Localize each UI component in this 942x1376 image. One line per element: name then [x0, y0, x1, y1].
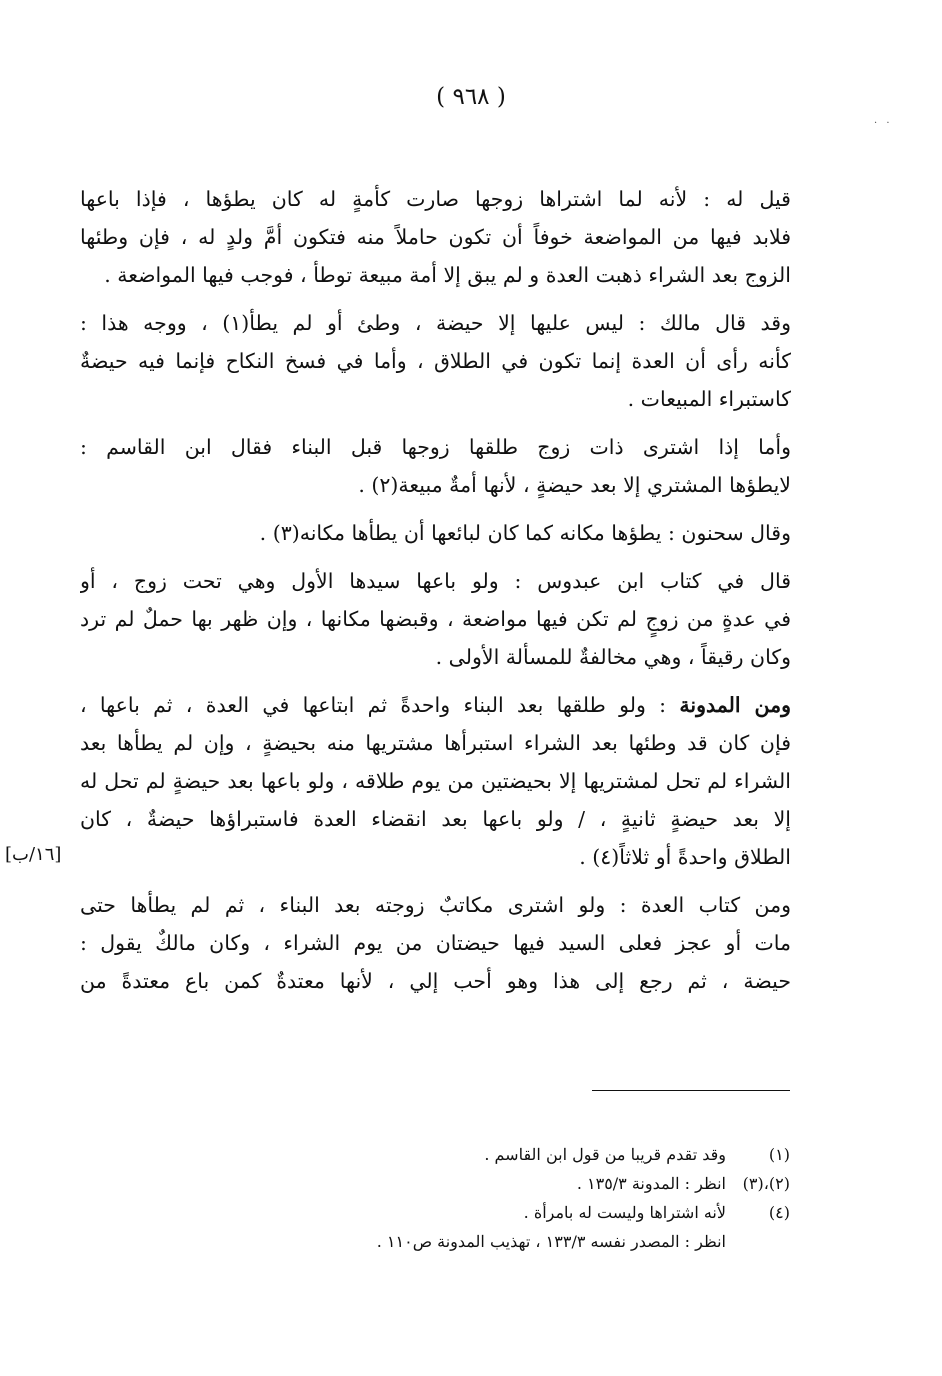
text-line: الطلاق واحدةً أو ثلاثاً(٤) .	[579, 845, 791, 869]
text-line-rest: : ولو طلقها بعد البناء واحدةً ثم ابتاعها في العدة ، ثم باعها ،	[80, 693, 680, 717]
footnote-separator	[592, 1090, 790, 1091]
bold-term: ومن المدونة	[679, 693, 791, 717]
footnote-text: انظر : المدونة ١٣٥/٣ .	[576, 1174, 726, 1193]
text-line: ومن كتاب العدة : ولو اشترى مكاتبٌ زوجته بعد البناء ، ثم لم يطأها حتى	[80, 893, 791, 917]
text-line: مات أو عجز فعلى السيد فيها حيضتان من يوم الشراء ، وكان مالكٌ يقول :	[80, 931, 791, 955]
footnote	[280, 1140, 790, 1169]
footnote-text: لأنه اشتراها وليست له بامرأة .	[523, 1203, 726, 1222]
text-line: قيل له : لأنه لما اشتراها زوجها صارت كأمةٍ له كان يطؤها ، فإذا باعها	[80, 187, 791, 211]
footnote	[280, 1198, 790, 1227]
footnote	[280, 1227, 790, 1256]
footnote-number: (٤)	[768, 1203, 790, 1222]
text-line: الزوج بعد الشراء ذهبت العدة و لم يبق إلا أمة مبيعة توطأ ، فوجب فيها المواضعة .	[104, 263, 791, 287]
text-line: كاستبراء المبيعات .	[627, 387, 791, 411]
text-line: وأما إذا اشترى ذات زوج طلقها زوجها قبل البناء فقال ابن القاسم :	[80, 435, 791, 459]
footnote-text: انظر : المصدر نفسه ١٣٣/٣ ، تهذيب المدونة ص١١٠ .	[376, 1232, 726, 1251]
text-line: إلا بعد حيضةٍ ثانيةٍ ، / ولو باعها بعد انقضاء العدة فاستبراؤها حيضةٌ ، كان	[80, 807, 791, 831]
page-number: ( ٩٦٨ )	[436, 84, 506, 110]
footnotes	[280, 1140, 790, 1256]
text-line	[80, 686, 791, 724]
text-line: فإن كان قد وطئها بعد الشراء استبرأها مشتريها منه بحيضةٍ ، وإن لم يطأها بعد	[80, 731, 791, 755]
margin-folio-reference: [١٦/ب]	[5, 844, 62, 865]
main-text	[80, 180, 791, 1000]
text-line: لايطؤها المشتري إلا بعد حيضةٍ ، لأنها أمةٌ مبيعة(٢) .	[358, 473, 791, 497]
footnote	[280, 1169, 790, 1198]
text-line: كأنه رأى أن العدة إنما تكون في الطلاق ، وأما في فسخ النكاح فإنما فيه حيضةٌ	[80, 349, 791, 373]
footnote-text: وقد تقدم قريبا من قول ابن القاسم .	[484, 1145, 726, 1164]
text-line: قال في كتاب ابن عبدوس : ولو باعها سيدها الأول وهي تحت زوج ، أو	[80, 569, 791, 593]
scan-speck: · ·	[874, 118, 893, 129]
text-line: في عدةٍ من زوجٍ لم تكن فيها مواضعة ، وقبضها مكانها ، وإن ظهر بها حملٌ لم ترد	[80, 607, 791, 631]
text-line: حيضة ، ثم رجع إلى هذا وهو أحب إلي ، لأنها معتدةٌ كمن باع معتدةً من	[80, 969, 791, 993]
text-line: فلابد فيها من المواضعة خوفاً أن تكون حاملاً منه فتكون أمَّ ولدٍ له ، فإن وطئها	[80, 225, 791, 249]
footnote-number: (١)	[768, 1145, 790, 1164]
text-line: وقال سحنون : يطؤها مكانه كما كان لبائعها أن يطأها مكانه(٣) .	[259, 521, 791, 545]
footnote-number: (٢)،(٣)	[742, 1174, 790, 1193]
text-line: وكان رقيقاً ، وهي مخالفةٌ للمسألة الأولى .	[435, 645, 791, 669]
text-line: وقد قال مالك : ليس عليها إلا حيضة ، وطئ أو لم يطأ(١) ، ووجه هذا :	[80, 311, 791, 335]
text-line: الشراء لم تحل لمشتريها إلا بحيضتين من يوم طلاقه ، ولو باعها بعد حيضةٍ لم تحل له	[80, 769, 791, 793]
